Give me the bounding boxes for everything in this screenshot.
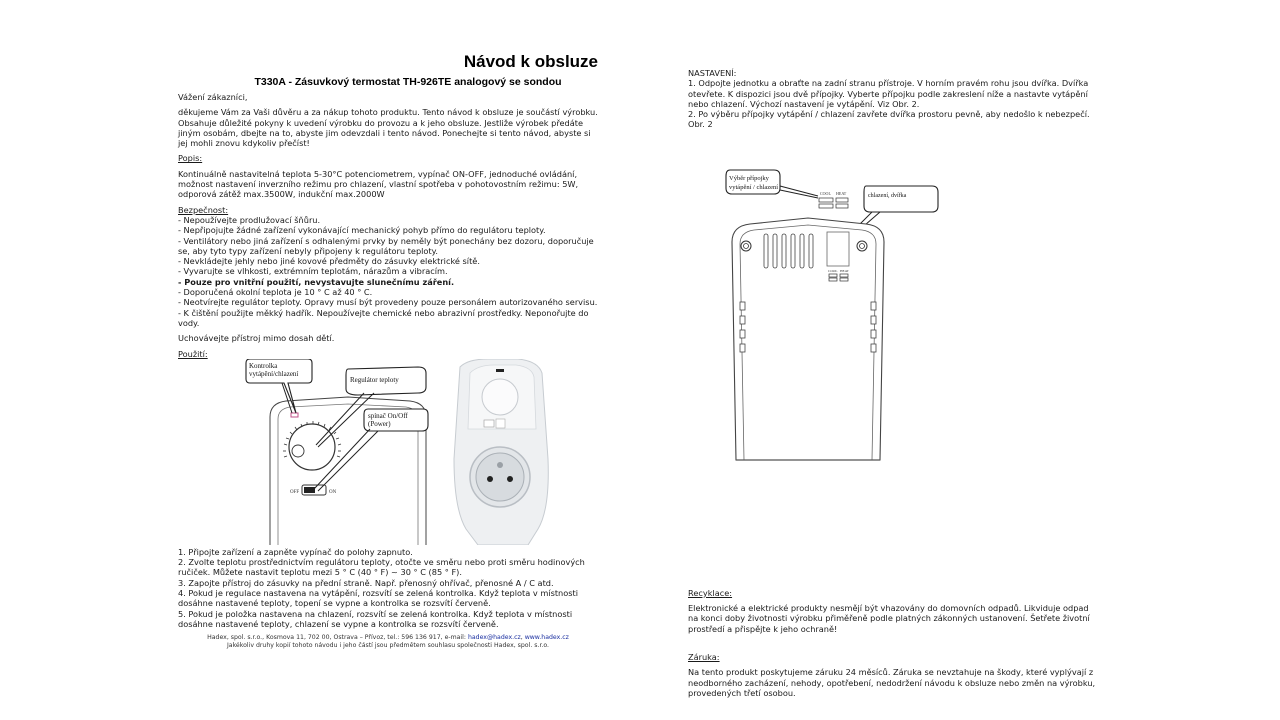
warranty-section — [688, 652, 1098, 698]
thermostat-back-diagram — [688, 130, 1098, 470]
footer-copyright: Jakékoliv druhy kopií tohoto návodu i jeho částí jsou předmětem souhlasu společnosti Hadex, spol. s.r.o. — [226, 642, 550, 650]
callout-door-text: chlazení, dvířka — [868, 192, 907, 199]
jumper-door — [827, 232, 849, 266]
dial-grip — [292, 445, 304, 457]
keep-away-note: Uchovávejte přístroj mimo dosah dětí. — [178, 333, 335, 344]
door-heat-label: HEAT — [840, 268, 849, 273]
usage-figure — [178, 359, 598, 545]
warranty-heading: Záruka: — [688, 651, 720, 662]
safety-item: - Nepřipojujte žádné zařízení vykonávající mechanický pohyb přímo do regulátoru teploty. — [178, 225, 546, 236]
safety-item-indoor-only: - Pouze pro vnitřní použití, nevystavujte slunečnímu záření. — [178, 276, 455, 287]
safety-item: - Nepoužívejte prodlužovací šňůru. — [178, 214, 321, 225]
callout-indicator-text-line2: vytápění/chlazení — [249, 369, 299, 378]
safety-item: - Vyvarujte se vlhkosti, extrémním teplotám, nárazům a vibracím. — [178, 266, 448, 277]
usage-steps — [178, 547, 598, 629]
manual-left-page — [178, 50, 598, 650]
safety-item: - Ventilátory nebo jiná zařízení s odhalenými prvky by neměly být ponechány bez dozoru, doporučuje se, aby tyto typy zařízení nebyly připojeny k regulátoru teploty. — [178, 235, 594, 256]
callout-regulator-text: Regulátor teploty — [350, 375, 399, 384]
recycling-section — [688, 588, 1098, 634]
usage-step: 1. Připojte zařízení a zapněte vypínač do polohy zapnuto. — [178, 546, 413, 557]
screw-left — [741, 241, 751, 251]
greeting: Vážení zákazníci, — [178, 92, 248, 102]
footer-website-link[interactable]: www.hadex.cz — [524, 634, 569, 642]
safety-item: - Doporučená okolní teplota je 10 ° C až 40 ° C. — [178, 287, 373, 298]
recycling-paragraph: Elektronické a elektrické produkty nesmějí být vhazovány do domovních odpadů. Likviduje odpad na konci doby životnosti výrobku přiměřeně podle platných zákonných ustanovení. Šetřete životní prostředí a přispějte k jeho ochraně! — [688, 603, 1090, 634]
callout-selector-line1: Výběr přípojky — [729, 174, 769, 182]
jumper-top — [819, 198, 848, 208]
switch-on-label: ON — [329, 489, 337, 495]
safety-item: - Neotvírejte regulátor teploty. Opravy musí být provedeny pouze personálem autorizovaného servisu. — [178, 297, 598, 308]
safety-list — [178, 215, 598, 328]
usage-step: 5. Pokud je položka nastavena na chlazení, rozsvítí se zelená kontrolka. Když teplota v místnosti dosáhne nastavené teploty, chlazení se vypne a kontrolka se rozsvítí červeně. — [178, 608, 573, 629]
page-title: Návod k obsluze — [463, 52, 598, 71]
company-footer — [178, 634, 598, 650]
settings-step: 2. Po výběru přípojky vytápění / chlazení zavřete dvířka prostoru pevně, aby nedošlo k nebezpečí. — [688, 109, 1090, 120]
usage-step: 4. Pokud je regulace nastavena na vytápění, rozsvítí se zelená kontrolka. Když teplota v místnosti dosáhne nastavené teploty, topení se vypne a kontrolka se rozsvítí červeně. — [178, 588, 578, 609]
description-paragraph: Kontinuálně nastavitelná teplota 5-30°C potenciometrem, vypínač ON-OFF, jednoduché ovládání, možnost nastavení inverzního režimu pro chlazení, vlastní spotřeba v pohotovostním režimu: 5W, odporová zátěž max.3500W, indukční max.2000W — [178, 168, 579, 200]
callout-selector-line2: vytápění / chlazení — [729, 183, 779, 191]
footer-contact — [178, 634, 598, 642]
callout-switch-line2: (Power) — [368, 419, 391, 428]
manual-right-page — [688, 68, 1098, 698]
door-callout — [864, 186, 938, 212]
figure-reference: Obr. 2 — [688, 119, 713, 130]
callout-indicator-text: Kontrolka vytápění/chlazení — [249, 361, 299, 378]
usage-step: 3. Zapojte přístroj do zásuvky na přední straně. Např. přenosný ohřívač, přenosné A / C atd. — [178, 577, 554, 588]
safety-item: - K čištění použijte měkký hadřík. Nepoužívejte chemické nebo abrazivní prostředky. Neponořujte do vody. — [178, 307, 589, 328]
back-body-outline — [732, 218, 884, 460]
door-cool-label: COOL — [828, 268, 838, 273]
usage-heading: Použití: — [178, 348, 208, 359]
jumper-heat-label: HEAT — [836, 190, 847, 196]
product-photo — [454, 359, 548, 545]
description-heading: Popis: — [178, 153, 203, 164]
back-panel-figure — [688, 130, 1098, 470]
intro-paragraph: děkujeme Vám za Vaši důvěru a za nákup tohoto produktu. Tento návod k obsluze je součástí výrobku. Obsahuje důležité pokyny k uvedení výrobku do provozu a k jeho obsluze. Jestliže výrobek předáte jiným osobám, dbejte na to, abyste jim odevzdali i tento návod. Ponechejte si tento návod, abyste si jej mohli znovu kdykoliv přečíst! — [178, 107, 598, 149]
settings-heading: NASTAVENÍ: — [688, 68, 737, 78]
settings-step: 1. Odpojte jednotku a obraťte na zadní stranu přístroje. V horním pravém rohu jsou dvířka. Dvířka otevřete. K dispozici jsou dvě přípojky. Vyberte přípojku podle zakreslení níže a nastavte vytápění nebo chlazení. Výchozí nastavení je vytápění. Viz Obr. 2. — [688, 78, 1089, 109]
recycling-heading: Recyklace: — [688, 587, 733, 598]
settings-instructions — [688, 78, 1098, 129]
product-subtitle: T330A - Zásuvkový termostat TH-926TE analogový se sondou — [254, 76, 562, 88]
usage-step: 2. Zvolte teplotu prostřednictvím regulátoru teploty, otočte ve směru nebo proti směru hodinových ručiček. Můžete nastavit teplotu mezi 5 ° C (40 ° F) ~ 30 ° C (85 ° F). — [178, 557, 585, 578]
footer-email-link[interactable]: hadex@hadex.cz — [467, 634, 521, 642]
callout-switch-line1: spínač On/Off — [368, 411, 408, 420]
footer-separator: , — [520, 634, 523, 642]
switch-off-label: OFF — [290, 489, 300, 495]
safety-item: - Nevkládejte jehly nebo jiné kovové předměty do zásuvky elektrické sítě. — [178, 256, 480, 267]
safety-heading: Bezpečnost: — [178, 204, 229, 215]
warranty-paragraph: Na tento produkt poskytujeme záruku 24 měsíců. Záruka se nevztahuje na škody, které vyplývají z neodborného zacházení, nehody, opotřebení, nedodržení návodu k obsluze nebo změn na výrobku, provedených třetí osobou. — [688, 667, 1096, 698]
screw-right — [857, 241, 867, 251]
power-switch-slider — [304, 487, 315, 493]
footer-address: Hadex, spol. s.r.o., Kosmova 11, 702 00, Ostrava – Přívoz, tel.: 596 136 917, e-mail: — [207, 634, 466, 642]
jumper-cool-label: COOL — [820, 190, 831, 196]
thermostat-front-diagram — [178, 359, 598, 545]
